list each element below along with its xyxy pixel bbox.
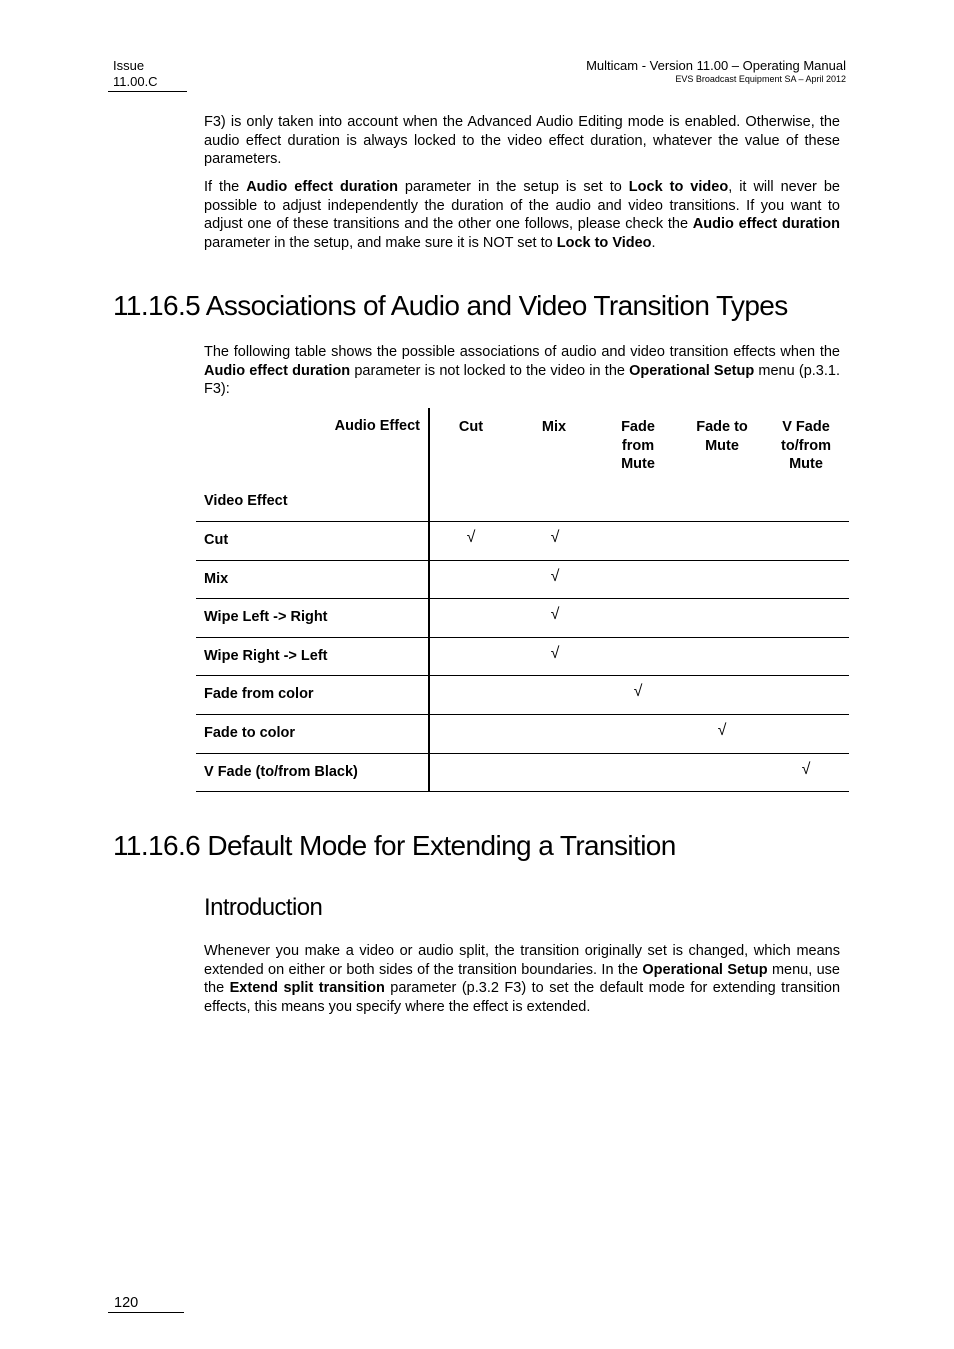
table-row bbox=[196, 675, 849, 715]
table-row bbox=[196, 714, 849, 754]
column-header: Fade from Mute bbox=[621, 419, 655, 472]
check-mark: √ bbox=[550, 529, 560, 546]
check-mark: √ bbox=[717, 722, 727, 739]
corner-video-effect: Video Effect bbox=[204, 493, 288, 509]
issue-label: Issue bbox=[113, 58, 145, 73]
row-label: Fade from color bbox=[204, 686, 314, 703]
page-number: 120 bbox=[108, 1294, 184, 1313]
column-header: V Fade to/from Mute bbox=[781, 419, 831, 472]
check-mark: √ bbox=[466, 529, 476, 546]
table-bottom-rule bbox=[196, 791, 849, 792]
associations-paragraph: The following table shows the possible associations of audio and video transition effects when the Audio effect duration parameter is not locked to the video in the Operational Setup menu (p.3.1. F3): bbox=[204, 344, 840, 397]
table-row bbox=[196, 637, 849, 677]
manual-header bbox=[586, 58, 846, 85]
section-heading-associations: 11.16.5 Associations of Audio and Video Transition Types bbox=[113, 290, 788, 321]
corner-audio-effect: Audio Effect bbox=[334, 418, 420, 434]
check-mark: √ bbox=[550, 567, 560, 585]
manual-title: Multicam - Version 11.00 – Operating Manual bbox=[586, 58, 846, 73]
table-row bbox=[196, 753, 849, 793]
issue-block bbox=[108, 58, 187, 92]
check-mark: √ bbox=[633, 683, 643, 701]
section-heading-extending: 11.16.6 Default Mode for Extending a Transition bbox=[113, 830, 676, 861]
table-row bbox=[196, 521, 849, 561]
check-mark: √ bbox=[801, 760, 811, 778]
table-row bbox=[196, 598, 849, 638]
column-header: Cut bbox=[458, 419, 484, 435]
issue-number: 11.00.C bbox=[113, 74, 158, 89]
column-header: Fade to Mute bbox=[696, 419, 748, 454]
check-mark: √ bbox=[550, 644, 560, 662]
row-label: Mix bbox=[204, 570, 229, 587]
row-label: V Fade (to/from Black) bbox=[204, 763, 358, 780]
publisher-line: EVS Broadcast Equipment SA – April 2012 bbox=[675, 74, 846, 84]
intro-paragraph: F3) is only taken into account when the Advanced Audio Editing mode is enabled. Otherwise, the audio effect duration is always locked to the video effect duration, whatever the value of these parameters. bbox=[204, 114, 840, 167]
extending-paragraph: Whenever you make a video or audio split, the transition originally set is changed, which means extended on either or both sides of the transition boundaries. In the Operational Setup menu, use the Extend split transition parameter (p.3.2 F3) to set the default mode for extending transition effects, this means you specify where the effect is extended. bbox=[204, 943, 841, 1015]
column-header: Mix bbox=[541, 419, 567, 435]
table-row bbox=[196, 560, 849, 600]
subheading-introduction: Introduction bbox=[204, 894, 323, 921]
check-mark: √ bbox=[550, 606, 560, 624]
lock-paragraph: If the Audio effect duration parameter in the setup is set to Lock to video, it will never be possible to adjust independently the duration of the audio and video transitions. If you want to adjust one of these transitions and the other one follows, please check the Audio effect duration parameter in the setup, and make sure it is NOT set to Lock to Video. bbox=[204, 179, 840, 251]
row-label: Fade to color bbox=[204, 725, 296, 741]
row-label: Wipe Right -> Left bbox=[204, 647, 328, 664]
row-label: Wipe Left -> Right bbox=[204, 609, 328, 626]
row-label: Cut bbox=[204, 532, 229, 548]
